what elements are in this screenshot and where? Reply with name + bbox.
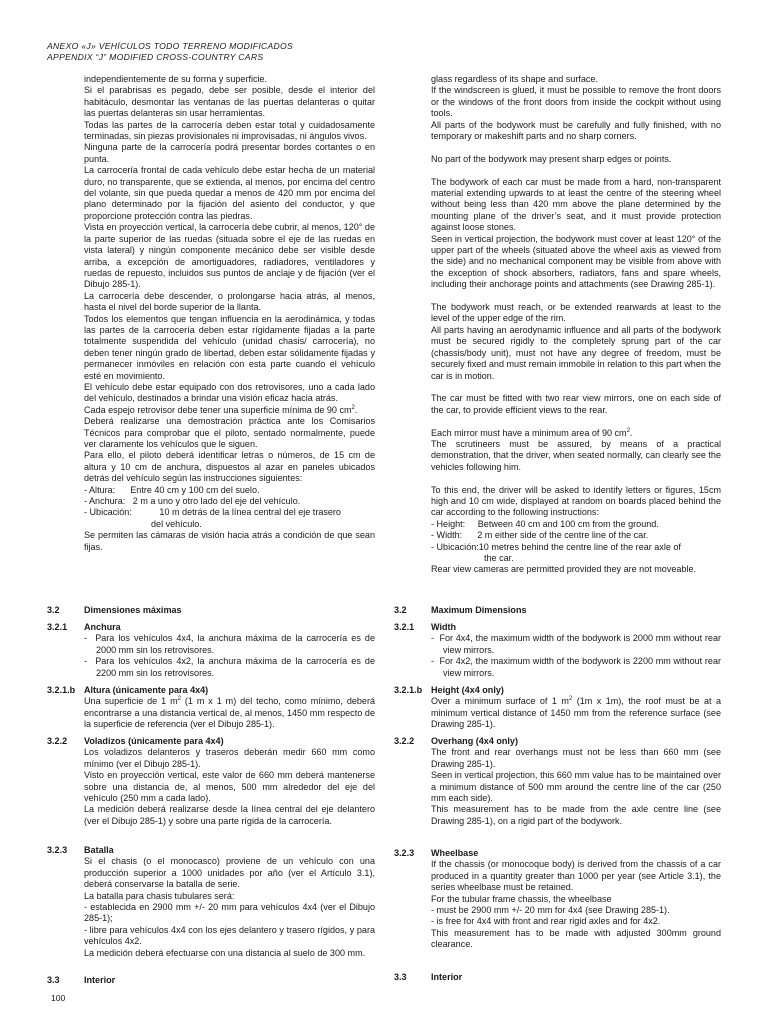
paragraph: Se permiten las cámaras de visión hacia atrás a condición de que sean fijas. [84,530,375,552]
mirror-text: Cada espejo retrovisor debe tener una superficie mínima de 90 cm [84,404,352,415]
section-number: 3.2.3 [47,845,68,855]
list-item: - For 4x2, the maximum width of the bodywork is 2200 mm without rear view mirrors. [431,656,721,678]
english-body-text [431,74,721,576]
paragraph: The bodywork must reach, or be extended rearwards at least to the level of the upper edge of the rim. [431,302,721,324]
paragraph: The car must be fitted with two rear view mirrors, one on each side of the car, to provide efficient views to the rear. [431,393,721,415]
section-body-height [431,685,721,731]
text: (1m x 1m), the roof must be at a minimum vertical distance of 1450 mm from the reference surface (see Drawing 285-1). [431,696,721,730]
heading: Dimensiones máximas [84,605,182,615]
paragraph: For the tubular frame chassis, the wheelbase [431,893,612,904]
heading: Altura (únicamente para 4x4) [84,685,209,695]
mirror-text: Each mirror must have a minimum area of 90 cm [431,427,627,438]
paragraph: Todas las partes de la carrocería deben estar total y cuidadosamente terminadas, sin piezas provisionales ni improvisadas, ni ángulos vivos. [84,119,375,142]
item-text: For 4x4, the maximum width of the bodywork is 2000 mm without rear view mirrors. [439,633,721,655]
heading: Width [431,622,457,632]
list-item: - Ubicación: 10 m detrás de la línea central del eje trasero [84,507,341,518]
paragraph [84,696,375,730]
heading: Voladizos (únicamente para 4x4) [84,736,224,746]
section-title [84,975,375,986]
paragraph: La medición deberá realizarse desde la línea central del eje delantero (ver el Dibujo 285-1) y sobre una parte rígida de la carrocería. [84,804,375,826]
heading: Anchura [84,622,121,632]
paragraph: El vehículo debe estar equipado con dos retrovisores, uno a cada lado del vehículo, destinados a brindar una visión eficaz hacia atrás. [84,381,375,404]
superscript: 2 [177,696,181,703]
list-item: - For 4x4, the maximum width of the bodywork is 2000 mm without rear view mirrors. [431,633,721,655]
paragraph: If the chassis (or monocoque body) is derived from the chassis of a car produced in a quantity greater than 1000 per year (see Article 3.1), the series wheelbase must be retained. [431,859,721,893]
paragraph: Si el parabrisas es pegado, debe ser posible, desde el interior del habitáculo, desmontar las ventanas de las puertas delanteras o quitar las puertas delanteras sin usar herramientas. [84,85,375,119]
superscript: 2 [626,427,630,434]
paragraph: - libre para vehículos 4x4 con los ejes delantero y trasero rígidos, y para vehículos 4x2. [84,924,375,947]
section-number: 3.2.3 [394,848,415,858]
section-number: 3.2.1 [394,622,415,632]
paragraph: Ninguna parte de la carrocería podrá presentar bordes cortantes o en punta. [84,142,375,164]
paragraph: Los voladizos delanteros y traseros deberán medir 660 mm como mínimo (ver el Dibujo 285-1). [84,747,375,769]
paragraph: Si el chasis (o el monocasco) proviene de un vehículo con una producción superior a 1000 unidades por año (ver el Artículo 3.1), deberá conservarse la batalla de serie. [84,856,375,890]
heading: Interior [431,972,463,982]
text: Over a minimum surface of 1 m [431,696,569,707]
paragraph: - establecida en 2900 mm +/- 20 mm para vehículos 4x4 (ver el Dibujo 285-1); [84,902,375,924]
heading: Height (4x4 only) [431,685,504,695]
section-body-wheelbase [431,848,721,951]
spanish-body-text [84,74,375,553]
section-number: 3.3 [47,975,60,985]
section-body-batalla [84,845,375,959]
paragraph: To this end, the driver will be asked to identify letters or figures, 15cm high and 10 cm wide, displayed at random on boards placed behind the car according to the following instructions: [431,484,721,518]
paragraph: Rear view cameras are permitted provided they are not moveable. [431,564,697,575]
paragraph: If the windscreen is glued, it must be possible to remove the front doors or the windows of the front doors from inside the cockpit without using tools. [431,85,721,119]
section-body-voladizos [84,736,375,827]
superscript: 2 [568,696,573,703]
list-item: - Ubicación:10 metres behind the centre line of the rear axle of [431,541,681,552]
period: . [354,404,358,415]
section-body-width [431,622,721,679]
superscript: 2 [351,404,355,411]
paragraph [431,696,721,730]
paragraph: The scrutineers must be assured, by means of a practical demonstration, that the driver, when seated normally, can clearly see the vehicles following him. [431,438,721,472]
paragraph: La batalla para chasis tubulares será: [84,890,235,901]
paragraph: Deberá realizarse una demostración práctica ante los Comisarios Técnicos para comprobar que el piloto, sentado normalmente, puede ver claramente los vehículos que le siguen. [84,416,375,449]
paragraph: This measurement has to be made from the axle centre line (see Drawing 285-1), on a rigid part of the bodywork. [431,804,721,826]
section-number: 3.2.2 [47,736,68,746]
list-item-continuation: the car. [484,552,514,563]
list-item: - Para los vehículos 4x2, la anchura máxima de la carrocería es de 2200 mm sin los retrovisores. [84,656,375,678]
paragraph: La carrocería frontal de cada vehículo debe estar hecha de un material duro, no transparente, que se extienda, al menos, por encima del centro del volante, sin que pueda quedar a menos de 420 mm por encima del plano determinado por la fijación del asiento del conductor, y que proporcione protección contra las piedras. [84,165,375,221]
section-number: 3.2 [47,605,60,615]
paragraph: Vista en proyección vertical, la carrocería debe cubrir, al menos, 120° de la parte superior de las ruedas (situada sobre el eje de las ruedas en vista lateral) y ningún componente mecánico debe ser visible desde arriba, a excepción de amortiguadores, radiadores, ventiladores y ruedas de repuesto, incluidos sus puntos de anclaje y de fijación (ver el Dibujo 285-1). [84,222,375,290]
section-number: 3.2.2 [394,736,415,746]
running-header-es: ANEXO «J» VEHÍCULOS TODO TERRENO MODIFICADOS [47,41,294,51]
heading: Maximum Dimensions [431,605,527,615]
paragraph: - must be 2900 mm +/- 20 mm for 4x4 (see Drawing 285-1). [431,905,670,916]
paragraph: glass regardless of its shape and surface. [431,74,598,84]
paragraph: independientemente de su forma y superficie. [84,74,268,84]
heading: Interior [84,975,116,985]
heading: Wheelbase [431,848,479,858]
section-number: 3.2.1.b [47,685,76,695]
section-body-altura [84,685,375,731]
paragraph: The bodywork of each car must be made from a hard, non-transparent material extending upwards to at least the centre of the steering wheel without being less than 420 mm above the plane determined by the mounting plane of the driver’s seat, and it must provide protection against loose stones. [431,176,721,233]
section-number: 3.2 [394,605,407,615]
section-number: 3.3 [394,972,407,982]
text: Una superficie de 1 m [84,696,178,707]
paragraph: All parts of the bodywork must be carefully and fully finished, with no temporary or makeshift parts and no sharp corners. [431,119,721,142]
item-text: For 4x2, the maximum width of the bodywork is 2200 mm without rear view mirrors. [439,656,721,678]
section-title [84,605,375,616]
running-header-en: APPENDIX “J” MODIFIED CROSS-COUNTRY CARS [47,52,264,62]
paragraph: Seen in vertical projection, the bodywork must cover at least 120° of the upper part of the wheels (situated above the wheel axis as viewed from the side) and no mechanical component may be visible from above with the exception of shock absorbers, radiators, fans and spare wheels, including their anchorage points and attachments (see Drawing 285-1). [431,233,721,290]
paragraph: Para ello, el piloto deberá identificar letras o números, de 15 cm de altura y 10 cm de anchura, dispuestos al azar en paneles ubicados detrás del vehículo según las instrucciones siguientes: [84,450,375,484]
paragraph: Seen in vertical projection, this 660 mm value has to be maintained over a minimum distance of 500 mm around the centre line of the car (250 mm each side). [431,770,721,804]
paragraph [431,428,721,439]
section-body-overhang [431,736,721,827]
paragraph: The front and rear overhangs must not be less than 660 mm (see Drawing 285-1). [431,747,721,769]
page-number: 100 [51,993,66,1003]
paragraph: All parts having an aerodynamic influence and all parts of the bodywork must be secured rigidly to the completely sprung part of the car (chassis/body unit), must not have any degree of freedom, must be securely fixed and must remain immobile in relation to this part when the car is in motion. [431,324,721,381]
list-item-continuation: del vehículo. [151,518,202,529]
heading: Batalla [84,845,114,855]
list-item: - Para los vehículos 4x4, la anchura máxima de la carrocería es de 2000 mm sin los retrovisores. [84,633,375,655]
paragraph: La carrocería debe descender, o prolongarse hacia atrás, al menos, hasta el nivel del borde superior de la llanta. [84,290,375,313]
period: . [629,427,633,438]
list-item: - Width: 2 m either side of the centre line of the car. [431,530,649,541]
list-item: - Anchura: 2 m a uno y otro lado del eje del vehículo. [84,496,301,507]
paragraph: Visto en proyección vertical, este valor de 660 mm deberá mantenerse sobre una distancia de, al menos, 500 mm alrededor del eje del vehículo (250 mm a cada lado). [84,770,375,804]
list-item: - Altura: Entre 40 cm y 100 cm del suelo. [84,484,260,495]
item-text: Para los vehículos 4x4, la anchura máxima de la carrocería es de 2000 mm sin los retrovisores. [95,633,375,655]
paragraph [84,405,375,416]
paragraph: No part of the bodywork may present sharp edges or points. [431,153,672,164]
paragraph: La medición deberá efectuarse con una distancia al suelo de 300 mm. [84,947,366,958]
section-number: 3.2.1 [47,622,68,632]
list-item: - Height: Between 40 cm and 100 cm from the ground. [431,518,659,529]
paragraph: Todos los elementos que tengan influencia en la aerodinámica, y todas las partes de la carrocería deben estar rígidamente fijadas a la parte totalmente suspendida del vehículo (unidad chasis/ carrocería), no deben tener ningún grado de libertad, deben estar sólidamente fijadas y permanecer inmóviles en relación con esta parte cuando el vehículo esté en movimiento. [84,313,375,381]
section-body-anchura [84,622,375,679]
paragraph: - is free for 4x4 with front and rear rigid axles and for 4x2. [431,916,661,927]
item-text: Para los vehículos 4x2, la anchura máxima de la carrocería es de 2200 mm sin los retrovisores. [95,656,375,678]
section-title [431,605,721,616]
heading: Overhang (4x4 only) [431,736,518,746]
section-title [431,972,721,983]
text: (1 m x 1 m) del techo, como mínimo, deberá encontrarse a una distancia vertical de, al menos, 1450 mm respecto de la superficie de referencia (ver el Dibujo 285-1). [84,696,375,730]
section-number: 3.2.1.b [394,685,423,695]
paragraph: This measurement has to be made with adjusted 300mm ground clearance. [431,927,721,950]
